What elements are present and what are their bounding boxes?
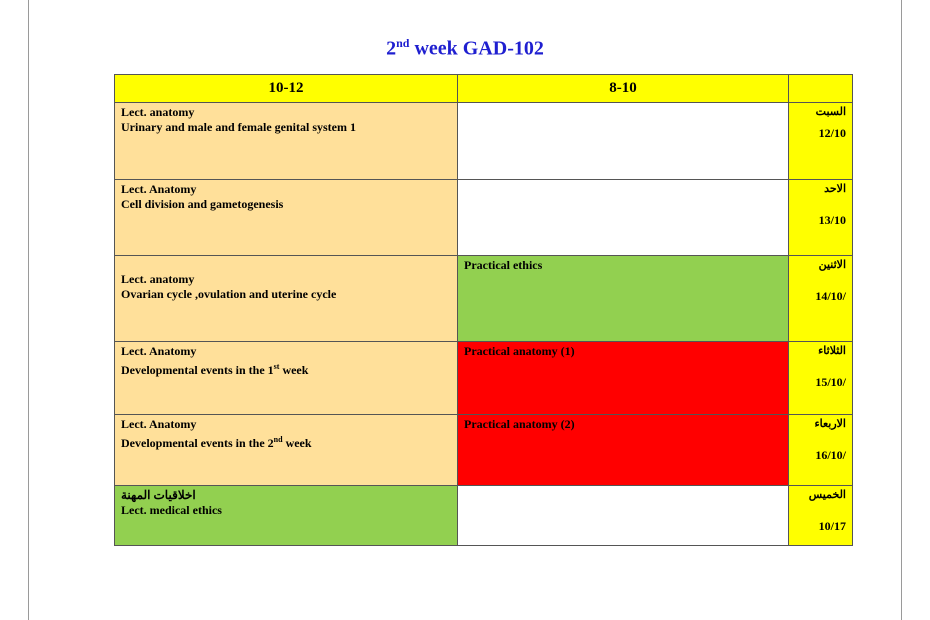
- cell-10-12: [115, 256, 458, 342]
- cell-8-10: [458, 486, 789, 546]
- header-row: [115, 75, 853, 103]
- cell-8-10: [458, 180, 789, 256]
- lecture-type: Lect. Anatomy: [121, 182, 197, 196]
- lecture-topic: Developmental events in the 2nd week: [121, 435, 312, 450]
- day-name: السبت: [815, 106, 846, 118]
- schedule-table: [114, 74, 853, 546]
- day-cell: [789, 180, 853, 256]
- lecture-type: Lect. anatomy: [121, 105, 195, 119]
- day-name: الخميس: [808, 489, 846, 501]
- header-day: [789, 75, 853, 103]
- lecture-topic: Urinary and male and female genital system 1: [121, 120, 356, 134]
- lecture-topic: Ovarian cycle ,ovulation and uterine cycle: [121, 287, 337, 301]
- cell-8-10: Practical ethics: [458, 256, 789, 342]
- day-cell: [789, 256, 853, 342]
- cell-10-12: [115, 103, 458, 180]
- table-row: [115, 486, 853, 546]
- header-8-10: 8-10: [458, 75, 789, 103]
- table-row: [115, 342, 853, 415]
- day-name: الاحد: [824, 183, 846, 195]
- header-10-12: 10-12: [115, 75, 458, 103]
- day-date: 12/10: [818, 126, 846, 140]
- cell-10-12: [115, 180, 458, 256]
- cell-8-10: [458, 103, 789, 180]
- lecture-topic: Developmental events in the 1st week: [121, 362, 309, 377]
- lecture-type: Lect. anatomy: [121, 272, 195, 286]
- cell-10-12: [115, 342, 458, 415]
- cell-8-10: Practical anatomy (2): [458, 415, 789, 486]
- lecture-type: اخلاقيات المهنة: [121, 488, 196, 502]
- day-name: الاثنين: [818, 259, 846, 271]
- day-date: 10/17: [818, 519, 846, 533]
- day-date: 13/10: [818, 213, 846, 227]
- lecture-topic: Cell division and gametogenesis: [121, 197, 284, 211]
- cell-8-10: Practical anatomy (1): [458, 342, 789, 415]
- table-row: [115, 256, 853, 342]
- day-date: 14/10/: [815, 289, 846, 303]
- day-name: الثلاثاء: [818, 345, 846, 357]
- lecture-type: Lect. Anatomy: [121, 344, 197, 358]
- day-cell: [789, 486, 853, 546]
- cell-10-12: [115, 486, 458, 546]
- table-row: [115, 103, 853, 180]
- table-row: [115, 415, 853, 486]
- page-border-right: [901, 0, 902, 620]
- day-date: 16/10/: [815, 448, 846, 462]
- day-date: 15/10/: [815, 375, 846, 389]
- cell-10-12: [115, 415, 458, 486]
- day-cell: [789, 342, 853, 415]
- page-border-left: [28, 0, 29, 620]
- day-cell: [789, 103, 853, 180]
- lecture-topic: Lect. medical ethics: [121, 503, 222, 517]
- day-name: الاربعاء: [814, 418, 846, 430]
- day-cell: [789, 415, 853, 486]
- table-row: [115, 180, 853, 256]
- page-title: 2nd week GAD-102: [386, 36, 544, 60]
- lecture-type: Lect. Anatomy: [121, 417, 197, 431]
